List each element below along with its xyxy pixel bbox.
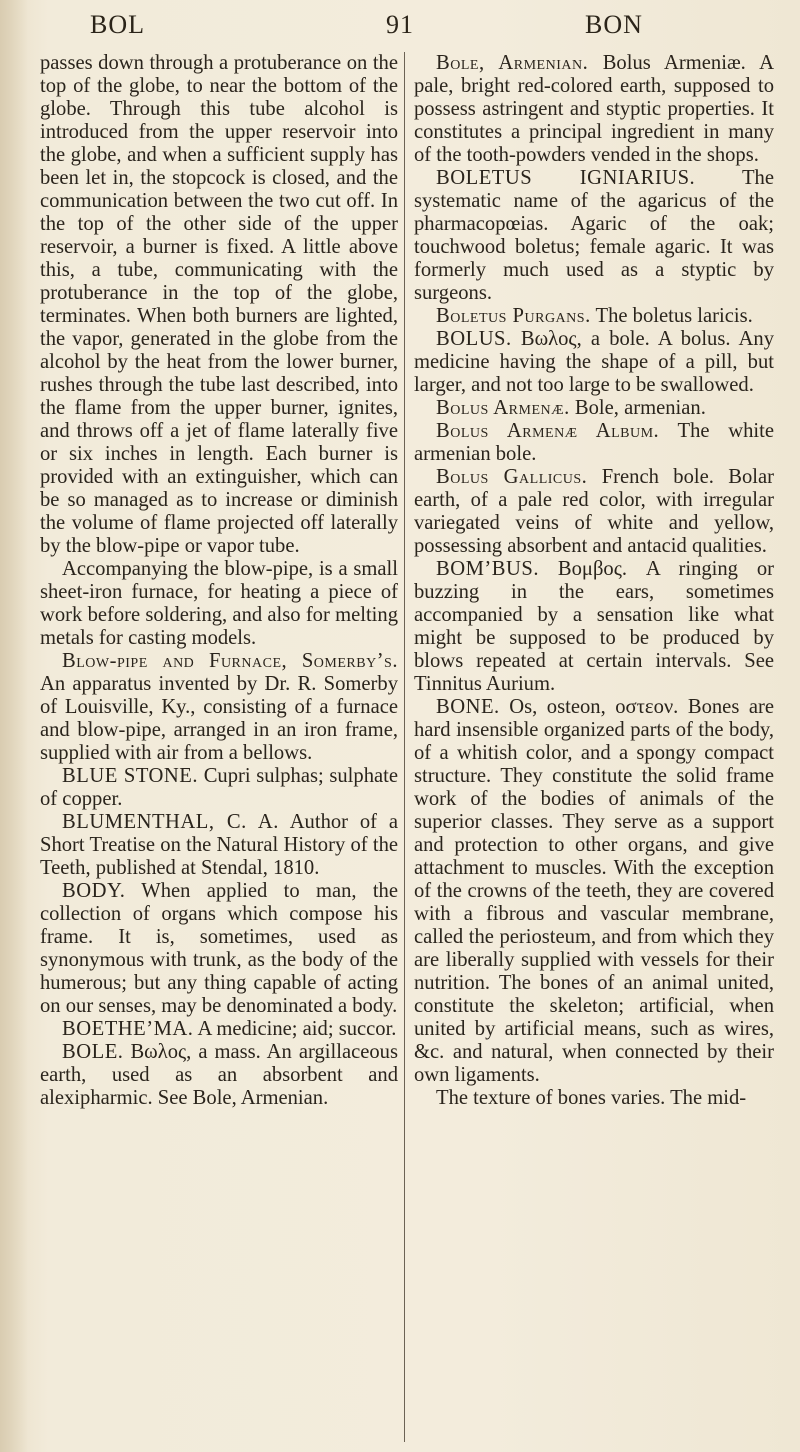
entry-headword: BOLETUS IGNIARIUS. (436, 167, 696, 189)
entry-text: Cupri sulphas; sulphate of copper. (40, 765, 398, 810)
entry-text: Author of a Short Treatise on the Natural History of the Teeth, published at Stendal, 1810. (40, 811, 399, 879)
entry-headword: BODY. (62, 880, 126, 902)
entry (40, 880, 398, 1018)
entry-headword: BONE. (436, 696, 500, 718)
entry-headword: BLUMENTHAL, C. A. (62, 811, 279, 833)
entry-text: The boletus laricis. (595, 305, 753, 327)
entry-headword: Bolus Armenæ Album. (436, 420, 660, 442)
entry (414, 558, 774, 696)
entry (414, 466, 774, 558)
entry-text: Accompanying the blow-pipe, is a small sheet-iron furnace, for heating a piece of work before soldering, and also for melting metals for casting models. (40, 558, 398, 649)
entry-text: Βωλος, a bole. A bolus. Any medicine having the shape of a pill, but larger, and not too large to be swallowed. (414, 328, 774, 396)
entry-text: When applied to man, the collection of organs which compose his frame. It is, sometimes, used as synonymous with trunk, as the body of the humerous; but any thing capable of acting on our senses, may be denominated a body. (40, 880, 398, 1017)
entry-headword: BOM’BUS. (436, 558, 539, 580)
entry (40, 765, 398, 811)
entry (40, 811, 398, 880)
entry-text: The texture of bones varies. The mid- (436, 1087, 747, 1109)
page-edge-shadow (0, 0, 28, 1452)
entry (40, 52, 398, 558)
entry-text: An apparatus invented by Dr. R. Somerby of Louisville, Ky., consisting of a furnace and blow-pipe, arranged in an iron frame, supplied with air from a bellows. (40, 673, 398, 764)
entry (40, 1018, 398, 1041)
page-number: 91 (386, 10, 414, 39)
entry-text: Βωλος, a mass. An argillaceous earth, used as an absorbent and alexipharmic. See Bole, Armenian. (40, 1041, 398, 1109)
entry (414, 305, 774, 328)
right-column (414, 52, 774, 1110)
running-header (0, 10, 800, 44)
entry-text: Bole, armenian. (574, 397, 706, 419)
entry (414, 167, 774, 305)
entry-headword: Blow-pipe and Furnace, Somerby’s. (62, 650, 398, 672)
entry-text: The white armenian bole. (414, 420, 775, 465)
entry (40, 558, 398, 650)
entry-text: Βομβος. A ringing or buzzing in the ears, sometimes accompanied by a sensation like what might be supposed to be produced by blows repeated at certain intervals. See Tinnitus Aurium. (414, 558, 774, 695)
entry-headword: Bole, Armenian. (436, 52, 589, 74)
entry (40, 1041, 398, 1110)
entry-text: French bole. Bolar earth, of a pale red color, with irregular variegated veins of white and yellow, possessing absorbent and antacid qualities. (414, 466, 775, 557)
header-left-guide-word: BOL (90, 10, 145, 39)
entry (414, 420, 774, 466)
entry (414, 1087, 774, 1110)
entry-headword: Boletus Purgans. (436, 305, 591, 327)
entry-headword: BOLE. (62, 1041, 124, 1063)
entry (414, 52, 774, 167)
entry (414, 397, 774, 420)
entry-text: passes down through a protuberance on the top of the globe, to near the bottom of the globe. Through this tube alcohol is introduced from the upper reservoir into the globe, and when a sufficient supply has been let in, the stopcock is closed, and the communication between the two cut off. In the top of the other side of the upper reservoir, a burner is fixed. A little above this, a tube, communicating with the protuberance in the top of the globe, terminates. When both burners are lighted, the vapor, generated in the globe from the alcohol by the heat from the lower burner, rushes through the tube last described, into the flame from the upper burner, ignites, and throws off a jet of flame laterally five or six inches in length. Each burner is provided with an extinguisher, which can be so managed as to increase or diminish the volume of flame projected off laterally by the blow-pipe or vapor tube. (40, 52, 398, 557)
entry-headword: BOETHE’MA. (62, 1018, 194, 1040)
entry-headword: Bolus Gallicus. (436, 466, 588, 488)
entry (414, 328, 774, 397)
entry-text: Os, osteon, οστεον. Bones are hard insensible organized parts of the body, of a whitish color, and a spongy compact structure. They constitute the solid frame work of the bodies of animals of the superior classes. They serve as a support and protection to other organs, and give attachment to muscles. With the exception of the crowns of the teeth, they are covered with a fibrous and vascular membrane, called the periosteum, and from which they are liberally supplied with vessels for their nutrition. The bones of an animal united, constitute the skeleton; artificial, when united by artificial means, such as wires, &c. and natural, when connected by their own ligaments. (414, 696, 774, 1086)
entry (414, 696, 774, 1087)
entry-text: The systematic name of the agaricus of the pharmacopœias. Agaric of the oak; touchwood boletus; female agaric. It was formerly much used as a styptic by surgeons. (414, 167, 774, 304)
entry-text: Bolus Armeniæ. A pale, bright red-colored earth, supposed to possess astringent and styptic properties. It constitutes a principal ingredient in many of the tooth-powders vended in the shops. (414, 52, 774, 166)
left-column (40, 52, 398, 1110)
entry-headword: BLUE STONE. (62, 765, 199, 787)
header-right-guide-word: BON (585, 10, 643, 39)
entry-text: A medicine; aid; succor. (197, 1018, 397, 1040)
entry (40, 650, 398, 765)
entry-headword: Bolus Armenæ. (436, 397, 570, 419)
column-divider (404, 52, 405, 1442)
entry-headword: BOLUS. (436, 328, 512, 350)
